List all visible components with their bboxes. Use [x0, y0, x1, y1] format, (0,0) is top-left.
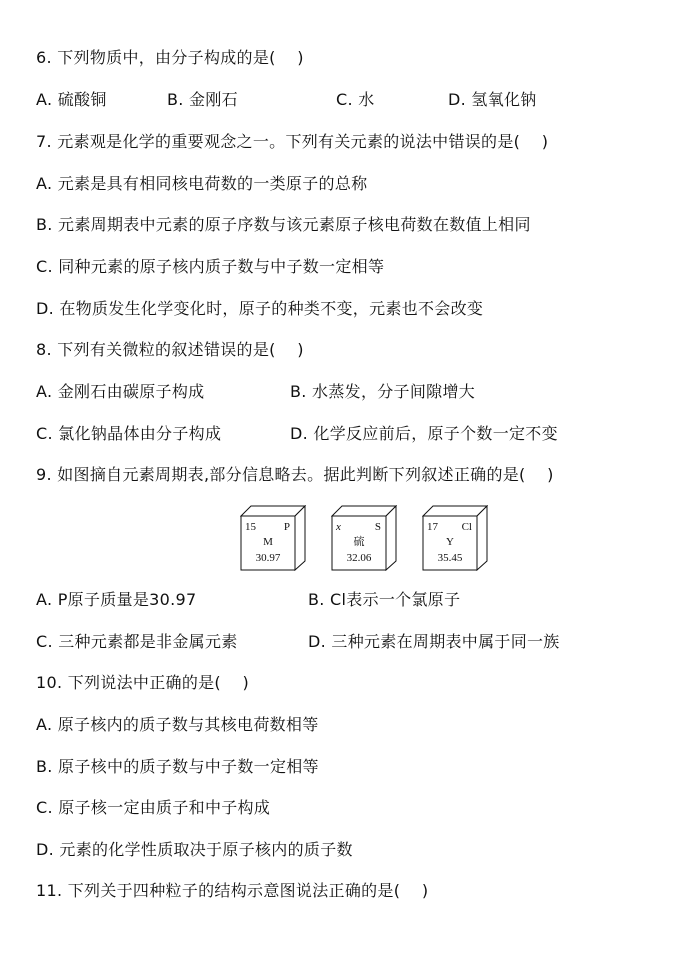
cell-number: 15 — [245, 521, 256, 533]
q7-option-a: A. 元素是具有相同核电荷数的一类原子的总称 — [36, 174, 368, 193]
q8-option-c: C. 氯化钠晶体由分子构成 — [36, 424, 222, 443]
cell-mass: 30.97 — [255, 552, 281, 564]
q9-option-d: D. 三种元素在周期表中属于同一族 — [308, 632, 560, 651]
q8-option-b: B. 水蒸发，分子间隙增大 — [290, 382, 476, 401]
question-11-stem: 11. 下列关于四种粒子的结构示意图说法正确的是( ) — [36, 881, 429, 900]
cell-symbol: S — [374, 521, 381, 533]
q9-option-b: B. Cl表示一个氯原子 — [308, 590, 461, 609]
cell-mass: 32.06 — [346, 552, 372, 564]
q6-option-c: C. 水 — [336, 90, 375, 109]
periodic-cell-sulfur — [331, 505, 397, 571]
cell-symbol: P — [283, 521, 290, 533]
question-7-stem: 7. 元素观是化学的重要观念之一。下列有关元素的说法中错误的是( ) — [36, 132, 549, 151]
q8-option-a: A. 金刚石由碳原子构成 — [36, 382, 205, 401]
q7-option-b: B. 元素周期表中元素的原子序数与该元素原子核电荷数在数值上相同 — [36, 215, 531, 234]
q6-option-b: B. 金刚石 — [167, 90, 238, 109]
q10-option-c: C. 原子核一定由质子和中子构成 — [36, 798, 271, 817]
question-10-stem: 10. 下列说法中正确的是( ) — [36, 673, 250, 692]
q7-option-c: C. 同种元素的原子核内质子数与中子数一定相等 — [36, 257, 385, 276]
q9-option-a: A. P原子质量是30.97 — [36, 590, 197, 609]
question-8-stem: 8. 下列有关微粒的叙述错误的是( ) — [36, 340, 304, 359]
q9-option-c: C. 三种元素都是非金属元素 — [36, 632, 238, 651]
cell-symbol: Cl — [461, 521, 472, 533]
cell-number: x — [336, 521, 341, 533]
q10-option-d: D. 元素的化学性质取决于原子核内的质子数 — [36, 840, 353, 859]
q6-option-a: A. 硫酸铜 — [36, 90, 107, 109]
cell-number: 17 — [427, 521, 438, 533]
q6-option-d: D. 氢氧化钠 — [448, 90, 537, 109]
q10-option-b: B. 原子核中的质子数与中子数一定相等 — [36, 757, 319, 776]
question-9-stem: 9. 如图摘自元素周期表,部分信息略去。据此判断下列叙述正确的是( ) — [36, 465, 554, 484]
q7-option-d: D. 在物质发生化学变化时，原子的种类不变，元素也不会改变 — [36, 299, 484, 318]
cell-name: M — [263, 536, 273, 548]
question-6-stem: 6. 下列物质中，由分子构成的是( ) — [36, 48, 304, 67]
cell-name: Y — [446, 536, 454, 548]
periodic-cell-phosphorus — [240, 505, 306, 571]
cell-name: 硫 — [353, 536, 365, 548]
cell-mass: 35.45 — [437, 552, 463, 564]
q8-option-d: D. 化学反应前后，原子个数一定不变 — [290, 424, 558, 443]
periodic-cell-chlorine — [422, 505, 488, 571]
q10-option-a: A. 原子核内的质子数与其核电荷数相等 — [36, 715, 319, 734]
